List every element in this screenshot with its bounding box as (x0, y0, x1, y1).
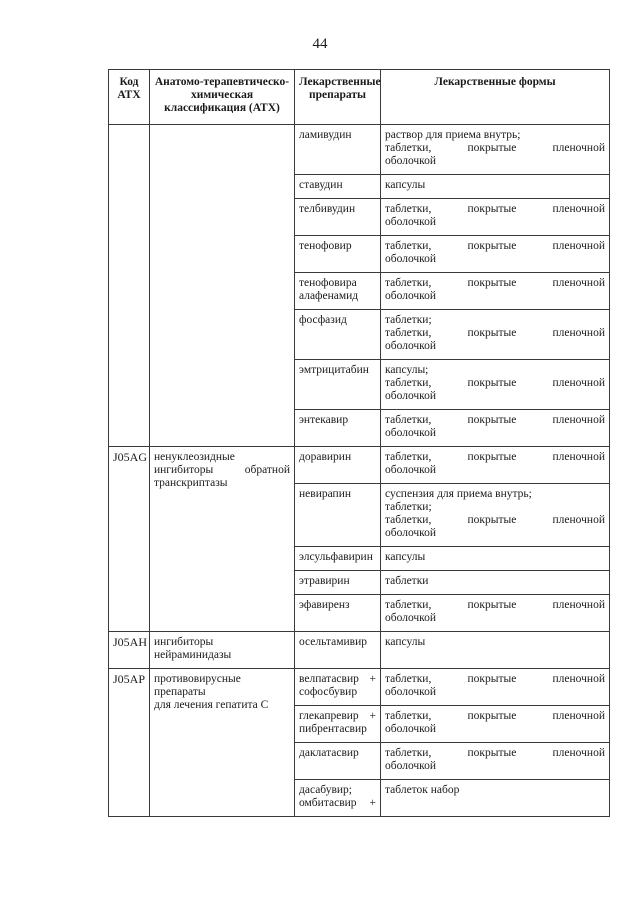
form-word: пленочной (552, 514, 605, 526)
form-word: пленочной (552, 747, 605, 759)
form-line (385, 599, 605, 612)
form-line: оболочкой (385, 527, 437, 539)
form-cell (381, 310, 610, 360)
header-code: Код АТХ (109, 70, 150, 125)
form-line: таблеток набор (385, 784, 460, 796)
class-line: транскриптазы (154, 477, 228, 489)
atc-class (150, 669, 295, 817)
form-word: таблетки, (385, 599, 432, 611)
atc-code: J05AH (109, 632, 150, 669)
drug-line (299, 673, 376, 686)
form-line: таблетки (385, 575, 429, 587)
form-line: оболочкой (385, 686, 437, 698)
form-word: таблетки, (385, 747, 432, 759)
form-line (385, 240, 605, 253)
page-number: 44 (312, 36, 328, 52)
form-cell (381, 360, 610, 410)
form-cell (381, 484, 610, 547)
form-word: покрытые (467, 599, 517, 611)
form-line: оболочкой (385, 427, 437, 439)
drug-cell (295, 706, 381, 743)
form-word: таблетки, (385, 514, 432, 526)
form-word: покрытые (467, 240, 517, 252)
drug-word: омбитасвир (299, 797, 357, 809)
form-word: пленочной (552, 451, 605, 463)
class-word: ингибиторы (154, 464, 214, 476)
drug-cell: ламивудин (295, 125, 381, 175)
form-line (385, 327, 605, 340)
form-line: оболочкой (385, 340, 437, 352)
drug-cell (295, 273, 381, 310)
form-word: пленочной (552, 673, 605, 685)
form-word: пленочной (552, 599, 605, 611)
drug-line: пибрентасвир (299, 723, 367, 735)
header-class: Анатомо-терапевтическо-химическая классификация (АТХ) (150, 70, 295, 125)
drug-cell: эфавиренз (295, 595, 381, 632)
form-cell (381, 175, 610, 199)
form-word: таблетки, (385, 142, 432, 154)
form-word: таблетки, (385, 240, 432, 252)
form-line: суспензия для приема внутрь; (385, 488, 532, 500)
drug-table (108, 69, 610, 817)
drug-cell: невирапин (295, 484, 381, 547)
form-word: покрытые (467, 142, 517, 154)
form-line (385, 277, 605, 290)
form-word: таблетки, (385, 414, 432, 426)
form-line (385, 514, 605, 527)
form-line (385, 451, 605, 464)
drug-cell (295, 669, 381, 706)
form-line: оболочкой (385, 760, 437, 772)
form-line: оболочкой (385, 155, 437, 167)
drug-cell: тенофовир (295, 236, 381, 273)
form-word: пленочной (552, 414, 605, 426)
drug-cell: элсульфавирин (295, 547, 381, 571)
drug-line: тенофовира (299, 277, 357, 289)
class-line: ненуклеозидные (154, 451, 235, 463)
table-row (109, 125, 610, 175)
form-cell (381, 273, 610, 310)
form-cell (381, 706, 610, 743)
form-line: оболочкой (385, 253, 437, 265)
form-word: таблетки, (385, 710, 432, 722)
form-word: пленочной (552, 277, 605, 289)
drug-word: + (369, 673, 376, 685)
drug-cell: телбивудин (295, 199, 381, 236)
form-word: покрытые (467, 377, 517, 389)
form-line (385, 203, 605, 216)
table-row (109, 447, 610, 484)
form-cell (381, 780, 610, 817)
form-word: покрытые (467, 277, 517, 289)
form-line: оболочкой (385, 723, 437, 735)
form-word: покрытые (467, 673, 517, 685)
drug-word: + (369, 710, 376, 722)
form-word: покрытые (467, 203, 517, 215)
form-cell (381, 410, 610, 447)
form-word: пленочной (552, 240, 605, 252)
drug-line: алафенамид (299, 290, 359, 302)
form-word: таблетки, (385, 277, 432, 289)
table-row (109, 669, 610, 706)
form-line: капсулы; (385, 364, 429, 376)
drug-line: дасабувир; (299, 784, 352, 796)
form-line: оболочкой (385, 464, 437, 476)
form-word: покрытые (467, 514, 517, 526)
form-line: капсулы (385, 179, 426, 191)
drug-line: софосбувир (299, 686, 358, 698)
form-cell (381, 669, 610, 706)
form-line: раствор для приема внутрь; (385, 129, 521, 141)
form-word: пленочной (552, 327, 605, 339)
form-cell (381, 632, 610, 669)
drug-line (299, 797, 376, 810)
form-line: оболочкой (385, 216, 437, 228)
form-cell (381, 547, 610, 571)
form-cell (381, 125, 610, 175)
class-line: для лечения гепатита С (154, 699, 269, 711)
drug-cell: доравирин (295, 447, 381, 484)
form-word: таблетки, (385, 203, 432, 215)
drug-line (299, 710, 376, 723)
form-word: покрытые (467, 451, 517, 463)
atc-code: J05AP (109, 669, 150, 817)
table-row (109, 632, 610, 669)
drug-cell: даклатасвир (295, 743, 381, 780)
atc-class (150, 447, 295, 632)
form-line: оболочкой (385, 390, 437, 402)
form-line (385, 414, 605, 427)
form-cell (381, 199, 610, 236)
drug-cell: эмтрицитабин (295, 360, 381, 410)
class-word: обратной (244, 464, 290, 476)
form-word: покрытые (467, 414, 517, 426)
class-line (154, 464, 290, 477)
form-cell (381, 236, 610, 273)
form-line: таблетки; (385, 501, 432, 513)
form-line (385, 142, 605, 155)
form-line: оболочкой (385, 612, 437, 624)
form-word: таблетки, (385, 327, 432, 339)
form-word: пленочной (552, 203, 605, 215)
class-cell-empty (150, 125, 295, 447)
form-word: таблетки, (385, 451, 432, 463)
form-word: покрытые (467, 327, 517, 339)
form-word: покрытые (467, 747, 517, 759)
drug-cell: ставудин (295, 175, 381, 199)
form-word: пленочной (552, 377, 605, 389)
form-word: таблетки, (385, 377, 432, 389)
form-line (385, 747, 605, 760)
form-line (385, 710, 605, 723)
drug-word: глекапревир (299, 710, 359, 722)
form-word: таблетки, (385, 673, 432, 685)
form-cell (381, 571, 610, 595)
form-line (385, 377, 605, 390)
form-word: пленочной (552, 710, 605, 722)
drug-cell: осельтамивир (295, 632, 381, 669)
form-word: пленочной (552, 142, 605, 154)
form-cell (381, 447, 610, 484)
atc-code: J05AG (109, 447, 150, 632)
form-cell (381, 595, 610, 632)
form-line: таблетки; (385, 314, 432, 326)
header-drug: Лекарственные препараты (295, 70, 381, 125)
drug-word: + (369, 797, 376, 809)
form-line: оболочкой (385, 290, 437, 302)
drug-cell: энтекавир (295, 410, 381, 447)
header-forms: Лекарственные формы (381, 70, 610, 125)
drug-word: велпатасвир (299, 673, 359, 685)
form-line: капсулы (385, 636, 426, 648)
drug-cell: фосфазид (295, 310, 381, 360)
drug-cell (295, 780, 381, 817)
drug-cell: этравирин (295, 571, 381, 595)
table-header-row (109, 70, 610, 125)
atc-class: ингибиторы нейраминидазы (150, 632, 295, 669)
code-cell-empty (109, 125, 150, 447)
form-word: покрытые (467, 710, 517, 722)
class-line: противовирусные препараты (154, 673, 241, 698)
form-cell (381, 743, 610, 780)
form-line (385, 673, 605, 686)
form-line: капсулы (385, 551, 426, 563)
